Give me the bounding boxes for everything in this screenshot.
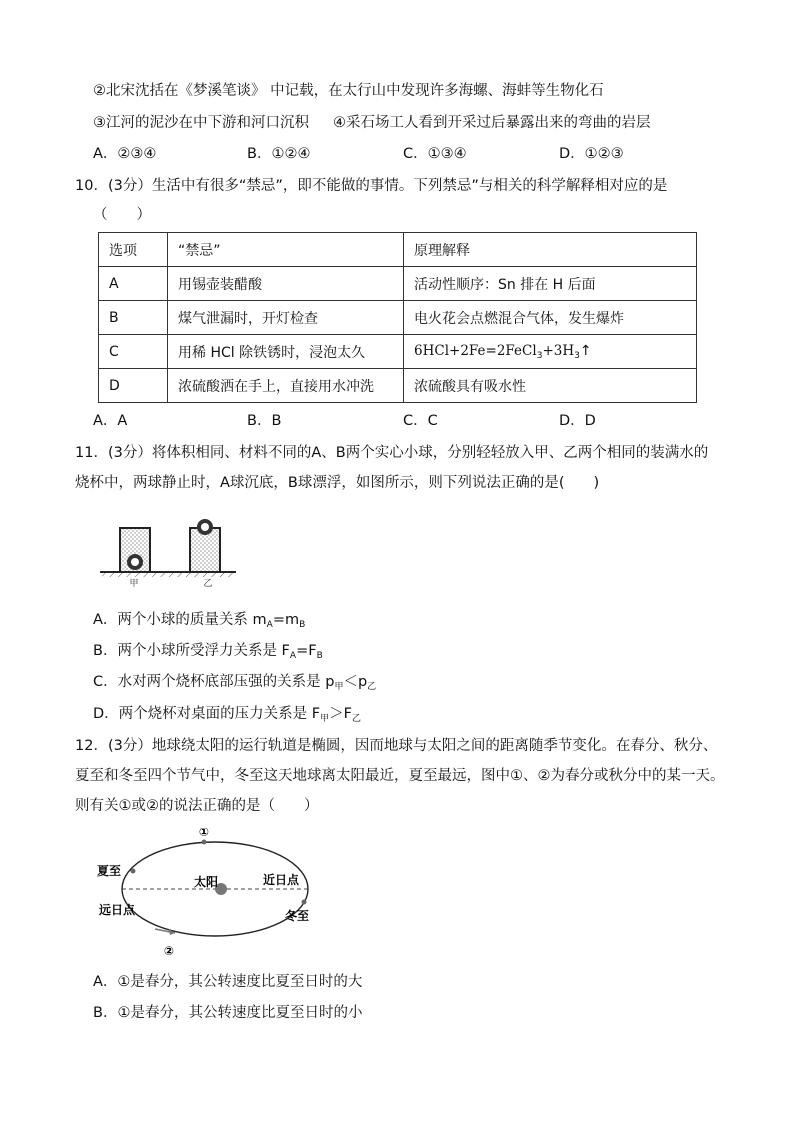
table-header: “禁忌” bbox=[168, 233, 404, 267]
earth-position-summer bbox=[131, 869, 136, 874]
table-cell: 用稀 HCl 除铁锈时，浸泡太久 bbox=[168, 335, 404, 369]
label-aphelion: 远日点 bbox=[99, 903, 136, 917]
table-header: 选项 bbox=[99, 233, 168, 267]
option-text: ＞F bbox=[329, 706, 352, 722]
q11-option-c[interactable] bbox=[93, 671, 376, 698]
q9-item4: ④采石场工人看到开采过后暴露出来的弯曲的岩层 bbox=[333, 115, 651, 131]
q10-table bbox=[98, 232, 697, 403]
option-text: D．两个烧杯对桌面的压力关系是 F bbox=[93, 706, 321, 722]
table-row bbox=[99, 369, 697, 403]
option-text: C．水对两个烧杯底部压强的关系是 p bbox=[93, 674, 335, 690]
q12-stem-line2: 夏至和冬至四个节气中，冬至这天地球离太阳最近，夏至最远，图中①、②为春分或秋分中的某一天。 bbox=[75, 768, 725, 784]
option-sub: 乙 bbox=[351, 714, 361, 724]
q10-option-d[interactable]: D．D bbox=[559, 413, 596, 429]
label-yi: 乙 bbox=[203, 579, 213, 588]
table-cell: D bbox=[99, 369, 168, 403]
q9-option-a[interactable]: A．②③④ bbox=[93, 146, 157, 162]
table-cell-equation bbox=[404, 335, 697, 369]
q11-beakers-figure bbox=[100, 510, 250, 588]
q9-option-d[interactable]: D．①②③ bbox=[559, 146, 624, 162]
table-row bbox=[99, 301, 697, 335]
table-row bbox=[99, 335, 697, 369]
table-cell: A bbox=[99, 267, 168, 301]
q10-option-a[interactable]: A．A bbox=[93, 413, 128, 429]
table-cell: 浓硫酸洒在手上，直接用水冲洗 bbox=[168, 369, 404, 403]
q11-stem-line2: 烧杯中，两球静止时，A球沉底，B球漂浮，如图所示，则下列说法正确的是( ) bbox=[75, 475, 600, 491]
ball-b-highlight bbox=[201, 523, 209, 531]
q12-stem-line1: 12．(3分）地球绕太阳的运行轨道是椭圆，因而地球与太阳之间的距离随季节变化。在春分、秋分、 bbox=[75, 738, 718, 754]
option-text: =m bbox=[272, 612, 300, 628]
option-sub: 甲 bbox=[334, 682, 344, 692]
q10-option-b[interactable]: B．B bbox=[247, 413, 282, 429]
label-jia: 甲 bbox=[129, 579, 139, 588]
q11-option-a[interactable] bbox=[93, 609, 305, 636]
q11-option-b[interactable] bbox=[93, 640, 323, 667]
option-sub: B bbox=[316, 651, 323, 661]
gas-arrow: ↑ bbox=[579, 342, 592, 359]
label-winter-solstice: 冬至 bbox=[285, 909, 310, 923]
q10-paren: （ ） bbox=[93, 207, 151, 223]
equation-sub: 3 bbox=[574, 350, 580, 361]
label-sun: 太阳 bbox=[194, 875, 219, 889]
q9-option-c[interactable]: C．①③④ bbox=[403, 146, 467, 162]
option-text: =F bbox=[296, 643, 317, 659]
table-cell: C bbox=[99, 335, 168, 369]
table-cell: B bbox=[99, 301, 168, 335]
table-cell: 活动性顺序：Sn 排在 H 后面 bbox=[404, 267, 697, 301]
equation-text: 6HCl+2Fe=2FeCl bbox=[414, 342, 537, 359]
label-perihelion: 近日点 bbox=[263, 873, 300, 887]
option-text: B．两个小球所受浮力关系是 F bbox=[93, 643, 290, 659]
q9-item3: ③江河的泥沙在中下游和河口沉积 bbox=[93, 115, 309, 131]
option-sub: B bbox=[299, 620, 306, 630]
option-sub: A bbox=[289, 651, 297, 661]
q12-orbit-figure bbox=[95, 828, 355, 963]
earth-position-1 bbox=[202, 840, 207, 845]
mark-2: ② bbox=[163, 944, 175, 958]
table-cell: 煤气泄漏时，开灯检查 bbox=[168, 301, 404, 335]
option-text: ＜p bbox=[343, 674, 368, 690]
q12-option-b[interactable]: B．①是春分，其公转速度比夏至日时的小 bbox=[93, 1005, 363, 1021]
table-cell: 浓硫酸具有吸水性 bbox=[404, 369, 697, 403]
q9-option-b[interactable]: B．①②④ bbox=[247, 146, 311, 162]
table-row bbox=[99, 267, 697, 301]
ball-a-highlight bbox=[131, 558, 139, 566]
q12-stem-line3: 则有关①或②的说法正确的是（ ） bbox=[75, 798, 319, 814]
label-summer-solstice: 夏至 bbox=[97, 864, 122, 878]
table-cell: 电火花会点燃混合气体，发生爆炸 bbox=[404, 301, 697, 335]
q10-stem: 10．(3分）生活中有很多“禁忌”，即不能做的事情。下列禁忌”与相关的科学解释相对应的是 bbox=[75, 178, 668, 194]
q12-option-a[interactable]: A．①是春分，其公转速度比夏至日时的大 bbox=[93, 974, 363, 990]
option-sub: 甲 bbox=[320, 714, 330, 724]
q11-option-d[interactable] bbox=[93, 703, 361, 730]
q10-option-c[interactable]: C．C bbox=[403, 413, 438, 429]
equation-sub: 3 bbox=[536, 350, 543, 361]
earth-position-winter bbox=[302, 900, 307, 905]
option-text: A．两个小球的质量关系 m bbox=[93, 612, 267, 628]
option-sub: A bbox=[266, 620, 273, 630]
q9-item2: ②北宋沈括在《梦溪笔谈》 中记载，在太行山中发现许多海螺、海蚌等生物化石 bbox=[93, 83, 604, 99]
table-header-row bbox=[99, 233, 697, 267]
table-header: 原理解释 bbox=[404, 233, 697, 267]
option-sub: 乙 bbox=[367, 682, 377, 692]
equation-text: +3H bbox=[542, 342, 575, 359]
q11-stem-line1: 11．(3分）将体积相同、材料不同的A、B两个实心小球，分别轻轻放入甲、乙两个相同的装满水的 bbox=[75, 445, 709, 461]
mark-1: ① bbox=[198, 828, 210, 839]
table-cell: 用锡壶装醋酸 bbox=[168, 267, 404, 301]
